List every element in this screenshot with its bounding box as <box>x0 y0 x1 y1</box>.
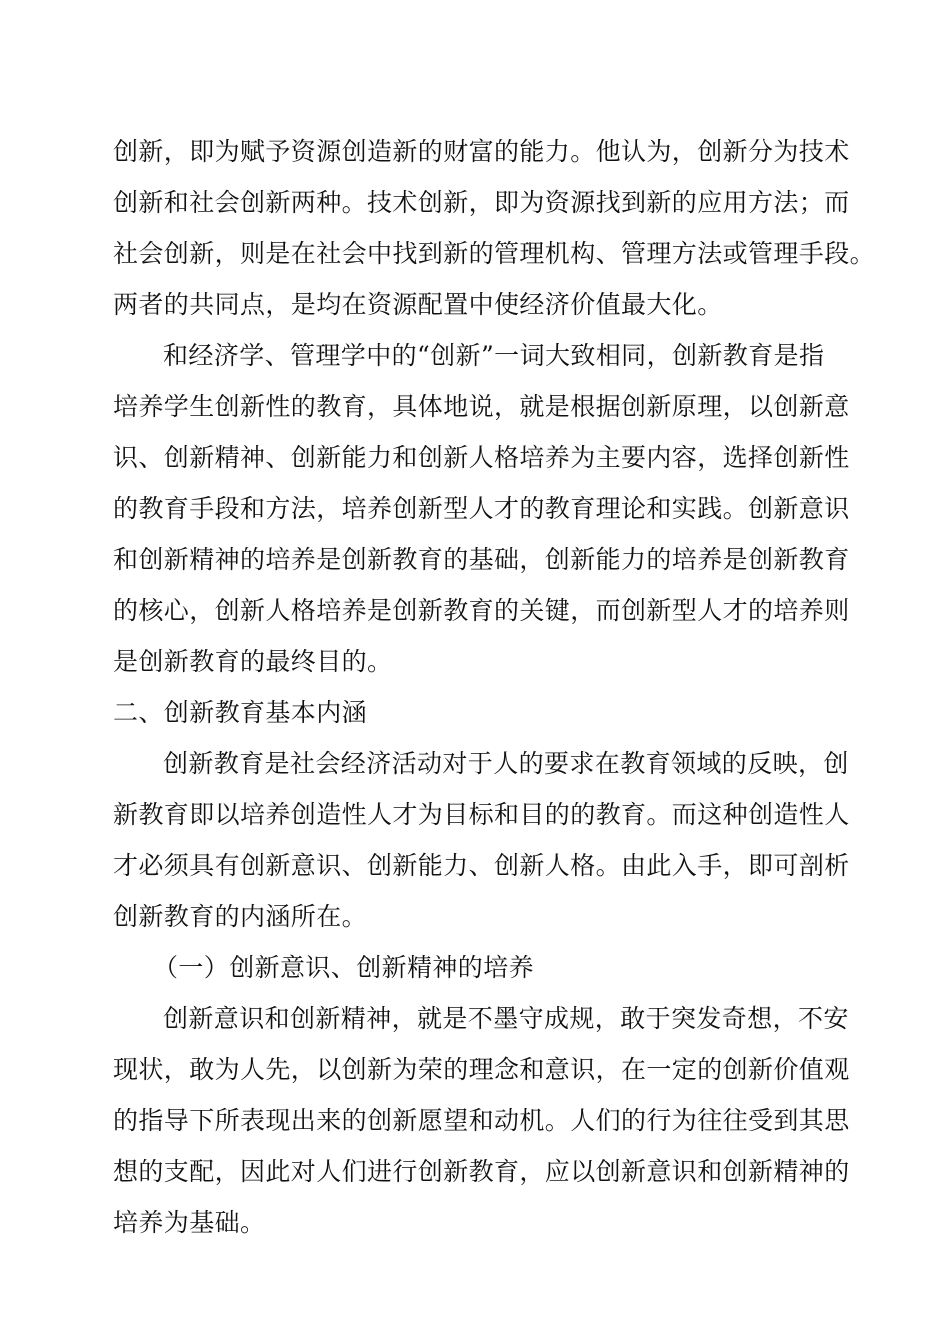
paragraph-line: 和创新精神的培养是创新教育的基础，创新能力的培养是创新教育 <box>113 545 850 574</box>
paragraph-line: 才必须具有创新意识、创新能力、创新人格。由此入手，即可剖析 <box>113 851 850 880</box>
paragraph-line: 和经济学、管理学中的“创新”一词大致相同，创新教育是指 <box>163 341 825 370</box>
paragraph-line: 现状，敢为人先，以创新为荣的理念和意识，在一定的创新价值观 <box>113 1055 850 1084</box>
paragraph-line: 创新和社会创新两种。技术创新，即为资源找到新的应用方法；而 <box>113 188 850 217</box>
paragraph-line: 创新教育是社会经济活动对于人的要求在教育领域的反映，创 <box>163 749 849 778</box>
paragraph-line: 的教育手段和方法，培养创新型人才的教育理论和实践。创新意识 <box>113 494 850 523</box>
paragraph-line: 新教育即以培养创造性人才为目标和目的的教育。而这种创造性人 <box>113 800 850 829</box>
paragraph-line: 是创新教育的最终目的。 <box>113 647 393 676</box>
section-heading: 二、创新教育基本内涵 <box>113 698 368 727</box>
paragraph-line: 创新，即为赋予资源创造新的财富的能力。他认为，创新分为技术 <box>113 137 850 166</box>
subsection-heading: （一）创新意识、创新精神的培养 <box>153 953 535 982</box>
paragraph-line: 识、创新精神、创新能力和创新人格培养为主要内容，选择创新性 <box>113 443 850 472</box>
paragraph-line: 创新意识和创新精神，就是不墨守成规，敢于突发奇想，不安 <box>163 1004 849 1033</box>
document-body <box>113 126 876 1248</box>
paragraph-line: 创新教育的内涵所在。 <box>113 902 368 931</box>
paragraph-line: 培养学生创新性的教育，具体地说，就是根据创新原理，以创新意 <box>113 392 850 421</box>
paragraph-line: 想的支配，因此对人们进行创新教育，应以创新意识和创新精神的 <box>113 1157 850 1186</box>
paragraph-line: 培养为基础。 <box>113 1208 266 1237</box>
paragraph-line: 两者的共同点，是均在资源配置中使经济价值最大化。 <box>113 290 723 319</box>
paragraph-line: 的指导下所表现出来的创新愿望和动机。人们的行为往往受到其思 <box>113 1106 850 1135</box>
paragraph-line: 的核心，创新人格培养是创新教育的关键，而创新型人才的培养则 <box>113 596 850 625</box>
paragraph-line: 社会创新，则是在社会中找到新的管理机构、管理方法或管理手段。 <box>113 239 876 268</box>
